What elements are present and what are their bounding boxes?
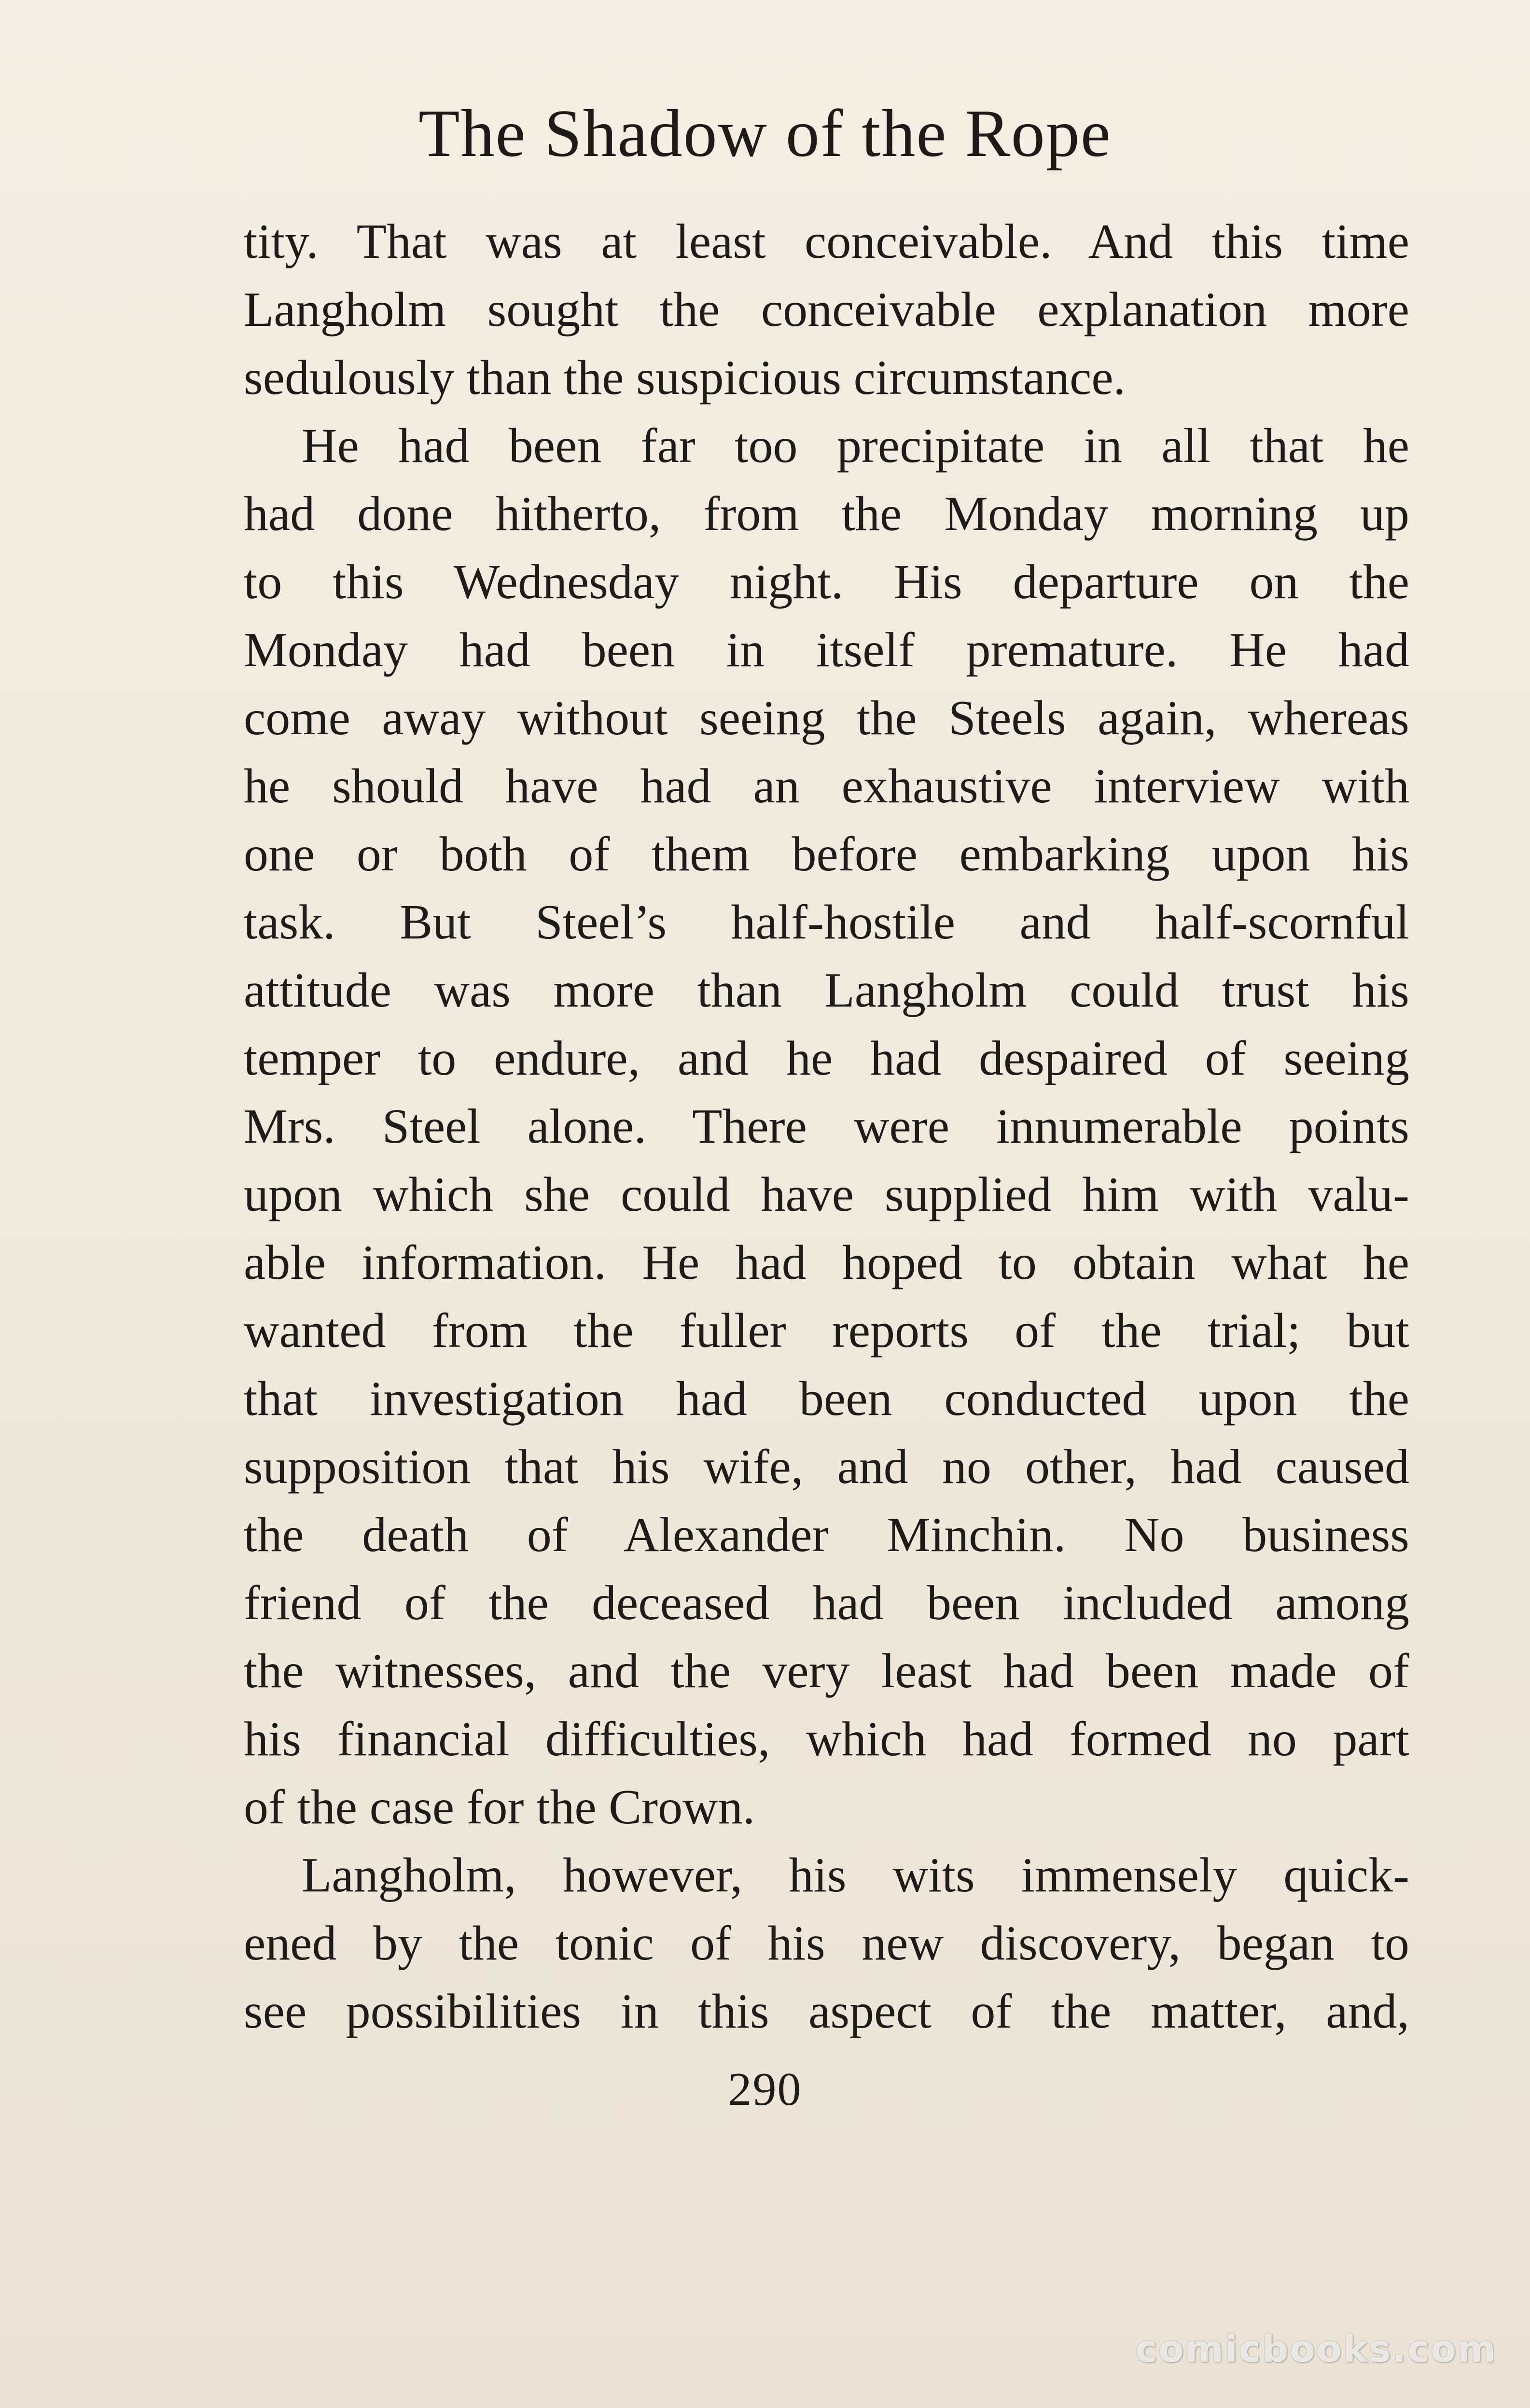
watermark: comicbooks.com xyxy=(1135,2327,1497,2370)
text-line: Mrs. Steel alone. There were innumerable points xyxy=(244,1099,1409,1154)
text-line: come away without seeing the Steels again, whereas xyxy=(244,691,1409,745)
text-line: the witnesses, and the very least had been made of xyxy=(244,1644,1409,1698)
text-line: the death of Alexander Minchin. No business xyxy=(244,1508,1409,1562)
text-line: his financial difficulties, which had formed no part xyxy=(244,1712,1409,1766)
running-title: The Shadow of the Rope xyxy=(418,96,1112,171)
text-line: sedulously than the suspicious circumstance. xyxy=(244,350,1126,405)
text-line: temper to endure, and he had despaired of seeing xyxy=(244,1031,1409,1086)
text-line: one or both of them before embarking upon his xyxy=(244,827,1409,882)
text-line: Langholm sought the conceivable explanation more xyxy=(244,282,1409,337)
text-line: that investigation had been conducted upon the xyxy=(244,1372,1409,1426)
body-text xyxy=(244,208,1409,2045)
text-line: Langholm, however, his wits immensely quick- xyxy=(302,1848,1409,1903)
text-line: he should have had an exhaustive interview with xyxy=(244,759,1409,813)
text-line: Monday had been in itself premature. He had xyxy=(244,623,1409,677)
text-line: tity. That was at least conceivable. And this time xyxy=(244,214,1409,269)
text-line: attitude was more than Langholm could trust his xyxy=(244,963,1409,1018)
text-line: He had been far too precipitate in all that he xyxy=(302,419,1409,473)
text-line: see possibilities in this aspect of the matter, and, xyxy=(244,1984,1409,2039)
text-line: had done hitherto, from the Monday morning up xyxy=(244,487,1409,541)
text-line: able information. He had hoped to obtain what he xyxy=(244,1235,1409,1290)
text-line: ened by the tonic of his new discovery, began to xyxy=(244,1916,1409,1971)
text-line: wanted from the fuller reports of the trial; but xyxy=(244,1303,1409,1358)
text-line: task. But Steel’s half-hostile and half-scornful xyxy=(244,895,1409,950)
text-line: supposition that his wife, and no other, had caused xyxy=(244,1440,1409,1494)
text-line: to this Wednesday night. His departure on the xyxy=(244,555,1409,609)
text-line: of the case for the Crown. xyxy=(244,1780,755,1834)
text-line: upon which she could have supplied him with valu- xyxy=(244,1167,1409,1222)
text-line: friend of the deceased had been included among xyxy=(244,1576,1409,1630)
page-number: 290 xyxy=(728,2063,802,2115)
